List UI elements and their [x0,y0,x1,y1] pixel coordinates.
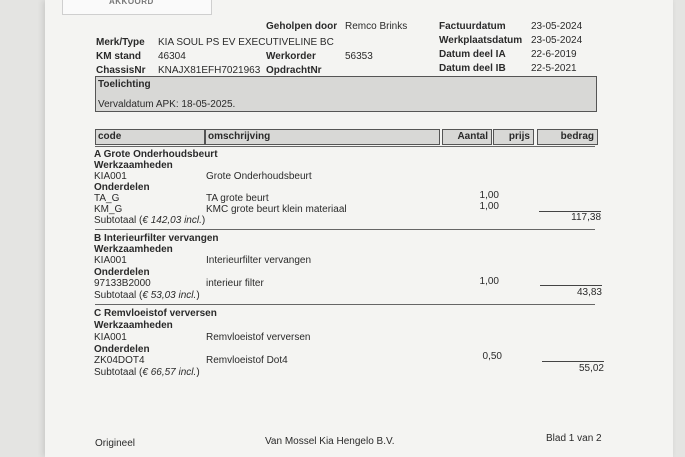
toelichting-title: Toelichting [98,79,151,90]
subtotaal-a: Subtotaal (€ 142,03 incl.) [94,215,206,226]
werkplaatsdatum-value: 23-05-2024 [531,35,583,46]
bedrag-c: 55,02 [578,363,604,374]
onderdelen-label-c: Onderdelen [94,344,150,355]
subtotal-line [542,361,604,362]
section-title-b: B Interieurfilter vervangen [94,233,219,244]
werk-desc-b: Interieurfilter vervangen [206,255,312,266]
werk-desc-c: Remvloeistof verversen [206,332,311,343]
footer-page-number: Blad 1 van 2 [546,433,602,444]
geholpen-door-label: Geholpen door [266,21,338,32]
merk-type-value: KIA SOUL PS EV EXECUTIVELINE BC [158,37,334,48]
werkzaamheden-label-a: Werkzaamheden [94,160,173,171]
chassis-label: ChassisNr [96,65,146,76]
onder-desc-a2: KMC grote beurt klein materiaal [206,204,347,215]
onder-code-a1: TA_G [94,193,120,204]
km-stand-label: KM stand [96,51,141,62]
werk-code-a: KIA001 [94,171,127,182]
footer-company: Van Mossel Kia Hengelo B.V. [265,436,395,447]
onder-code-b1: 97133B2000 [94,278,151,289]
subtotal-line [540,285,602,286]
werkorder-label: Werkorder [266,51,316,62]
col-bedrag: bedrag [560,131,594,142]
werkplaatsdatum-label: Werkplaatsdatum [439,35,523,46]
onder-qty-a2: 1,00 [479,201,499,212]
col-omschrijving: omschrijving [208,131,271,142]
section-divider [95,146,595,147]
onder-qty-c1: 0,50 [482,351,502,362]
onder-code-c1: ZK04DOT4 [94,355,145,366]
geholpen-door-value: Remco Brinks [345,21,408,32]
approval-stamp [62,0,212,15]
section-divider [95,229,595,230]
werk-desc-a: Grote Onderhoudsbeurt [206,171,312,182]
onderdelen-label-a: Onderdelen [94,182,150,193]
factuurdatum-label: Factuurdatum [439,21,506,32]
onder-desc-b1: interieur filter [206,278,264,289]
werk-code-b: KIA001 [94,255,127,266]
section-title-c: C Remvloeistof verversen [94,308,217,319]
subtotaal-b: Subtotaal (€ 53,03 incl.) [94,290,200,301]
section-divider [95,304,595,305]
werkorder-value: 56353 [345,51,373,62]
toelichting-text: Vervaldatum APK: 18-05-2025. [98,99,236,110]
werkzaamheden-label-b: Werkzaamheden [94,244,173,255]
onder-code-a2: KM_G [94,204,123,215]
bedrag-b: 43,83 [576,287,602,298]
opdrachtnr-label: OpdrachtNr [266,65,322,76]
onder-qty-a1: 1,00 [479,190,499,201]
col-code: code [98,131,122,142]
col-aantal: Aantal [457,131,488,142]
stamp-text: AKKOORD [109,0,154,6]
col-prijs: prijs [508,131,530,142]
datum-deel-ib-label: Datum deel IB [439,63,506,74]
bedrag-a: 117,38 [571,212,601,223]
datum-deel-ia-value: 22-6-2019 [531,49,577,60]
footer-origineel: Origineel [95,438,136,449]
datum-deel-ib-value: 22-5-2021 [531,63,577,74]
onder-qty-b1: 1,00 [479,276,499,287]
chassis-value: KNAJX81EFH7021963 [158,65,261,76]
werkzaamheden-label-c: Werkzaamheden [94,320,173,331]
subtotaal-c: Subtotaal (€ 66,57 incl.) [94,367,200,378]
factuurdatum-value: 23-05-2024 [531,21,583,32]
datum-deel-ia-label: Datum deel IA [439,49,506,60]
onderdelen-label-b: Onderdelen [94,267,150,278]
werk-code-c: KIA001 [94,332,127,343]
km-stand-value: 46304 [158,51,186,62]
section-title-a: A Grote Onderhoudsbeurt [94,149,218,160]
onder-desc-a1: TA grote beurt [206,193,269,204]
merk-type-label: Merk/Type [96,37,145,48]
onder-desc-c1: Remvloeistof Dot4 [206,355,288,366]
